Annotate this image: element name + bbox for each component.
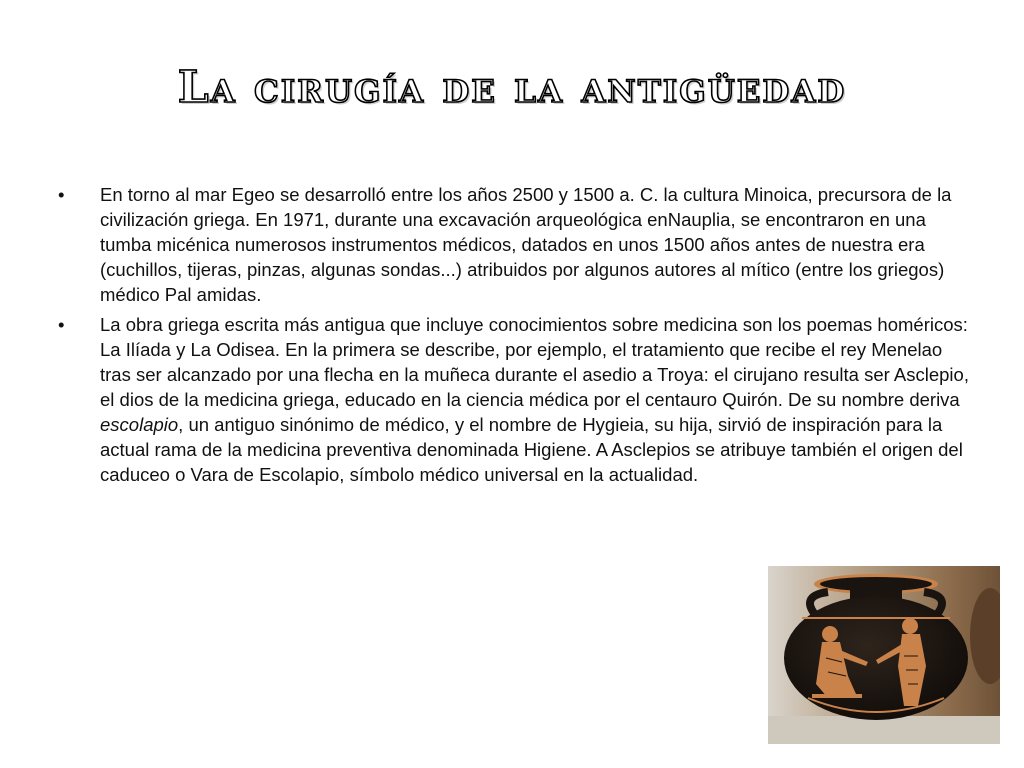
bullet-text: En torno al mar Egeo se desarrolló entre los años 2500 y 1500 a. C. la cultura Minoica, precursora de la civilización griega. En 1971, durante una excavación arqueológica enNauplia, se encontraron en una tumba micénica numerosos instrumentos médicos, datados en unos 1500 años antes de nuestra era (cuchillos, tijeras, pinzas, algunas sondas...) atribuidos por algunos autores al mítico (entre los griegos) médico Pal amidas. [100, 184, 952, 305]
bullet-item-minoan [58, 182, 970, 307]
greek-vase-image [768, 566, 1000, 744]
bullet-marker: • [58, 184, 65, 205]
bullet-marker: • [58, 314, 65, 335]
bullet-text-part: La obra griega escrita más antigua que incluye conocimientos sobre medicina son los poemas homéricos: La Ilíada y La Odisea. En la primera se describe, por ejemplo, el tratamiento que recibe el rey Menelao tras ser alcanzado por una flecha en la muñeca durante el asedio a Troya: el cirujano resulta ser Asclepio, el dios de la medicina griega, educado en la ciencia médica por el centauro Quirón. De su nombre deriva [100, 314, 969, 410]
bullet-text-part: , un antiguo sinónimo de médico, y el nombre de Hygieia, su hija, sirvió de inspiración para la actual rama de la medicina preventiva denominada Higiene. A Asclepios se atribuye también el origen del caduceo o Vara de Escolapio, símbolo médico universal en la actualidad. [100, 414, 963, 485]
bullet-list [58, 182, 970, 492]
display-shelf [768, 716, 1000, 744]
bullet-text [100, 314, 969, 485]
slide-title: La cirugía de la antigüedad [177, 62, 847, 113]
vase-body [784, 596, 968, 720]
vase-illustration [768, 566, 1000, 744]
bullet-item-homeric [58, 312, 970, 487]
italic-term: escolapio [100, 414, 179, 435]
